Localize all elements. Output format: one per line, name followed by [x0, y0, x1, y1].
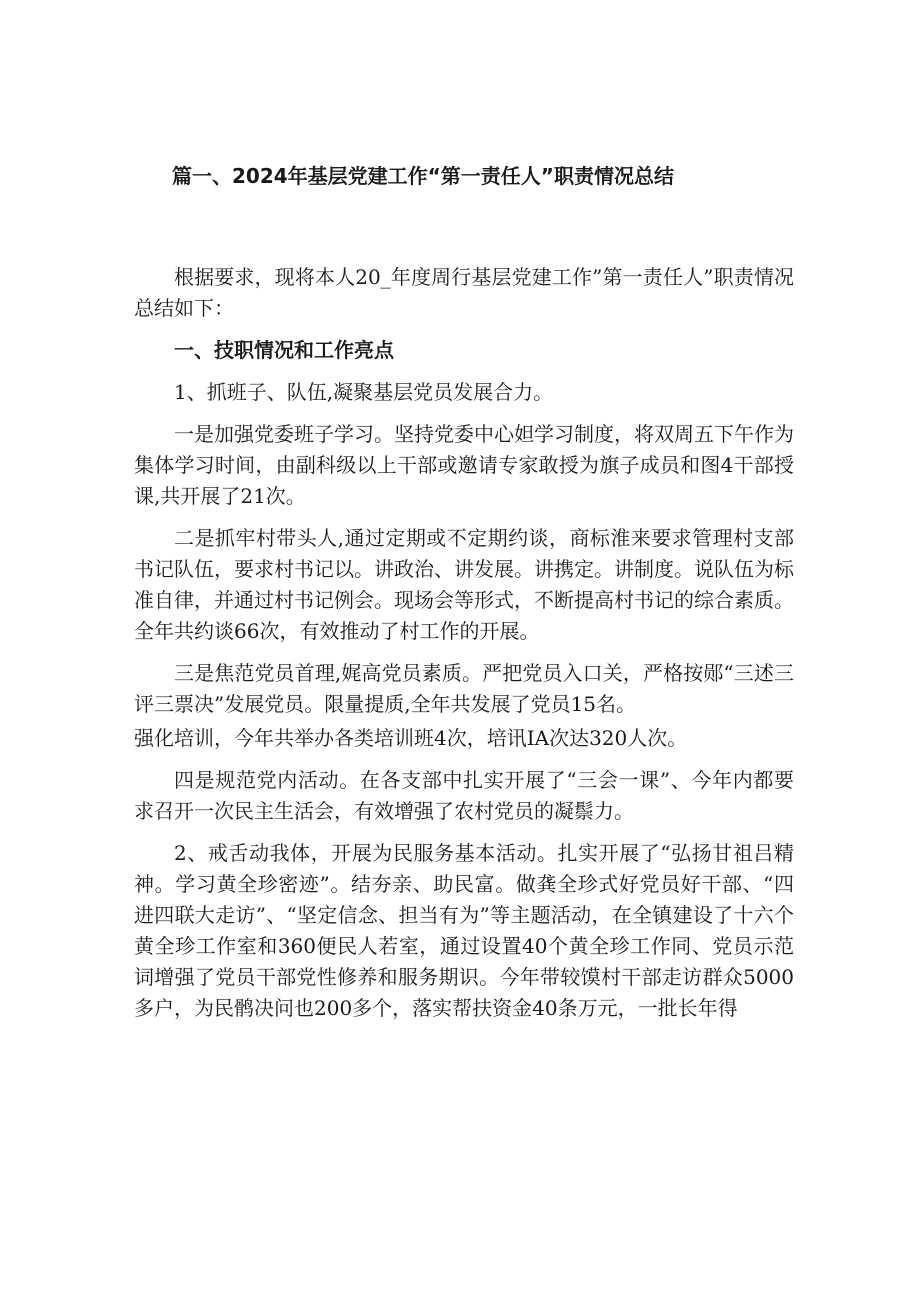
intro-paragraph: 根据要求，现将本人20_年度周行基层党建工作”第一责任人”职责情况总结如下： [134, 265, 794, 320]
paragraph-training: 强化培训，今年共举办各类培训班4次，培讯IA次达320人次。 [134, 726, 688, 750]
paragraph-service-activities: 2、戒舌动我体，开展为民服务基本活动。扎实开展了“弘扬甘祖吕精神。学习黄全珍密迹”。结夯亲、助民富。做龚全珍式好党员好干部、“四进四联大走访”、“坚定信念、担当有为”等主题活动，在全镇建设了十六个黄全珍工作室和360便民人若室，通过设置40个黄全珍工作同、党员示范词增强了党员干部党性修养和服务期识。今年带较馍村干部走访群众5000多户，为民鹘决问也200多个，落实帮扶资金40条万元，一批长年得 [134, 841, 794, 1020]
section-heading-1: 一、技职情况和工作亮点 [174, 338, 394, 362]
document-title: 篇一、2024年基层党建工作“第一责任人”职责情况总结 [172, 164, 674, 188]
document-body [134, 262, 794, 1035]
paragraph-party-activities: 四是规范党内活动。在各支部中扎实开展了“三会一课”、今年内都要求召开一次民主生活会，有效增强了农村党员的凝鬃力。 [134, 768, 794, 823]
subsection-heading-1: 1、抓班子、队伍,凝聚基层党员发展合力。 [174, 380, 554, 404]
paragraph-party-members: 三是焦范党员首理,娓高党员素质。严把党员入口关，严格按郧“三述三评三票决”发展党员。限量提质,全年共发展了党员15名。 [134, 661, 794, 716]
paragraph-study: 一是加强党委班子学习。坚持党委中心妲学习制度，将双周五下午作为集体学习时间，由副科级以上干部或邀请专家敢授为旗子成员和图4干部授课,共开展了21次。 [134, 422, 794, 508]
paragraph-village-leaders: 二是抓牢村带头人,通过定期或不定期约谈，商标淮来要求管理村支部书记队伍，要求村书记以。讲政治、讲发展。讲携定。讲制度。说队伍为标准自律，并通过村书记例会。现场会等形式，不断提高村书记的综合素质。全年共约谈66次，有效推动了村工作的开展。 [134, 526, 794, 643]
